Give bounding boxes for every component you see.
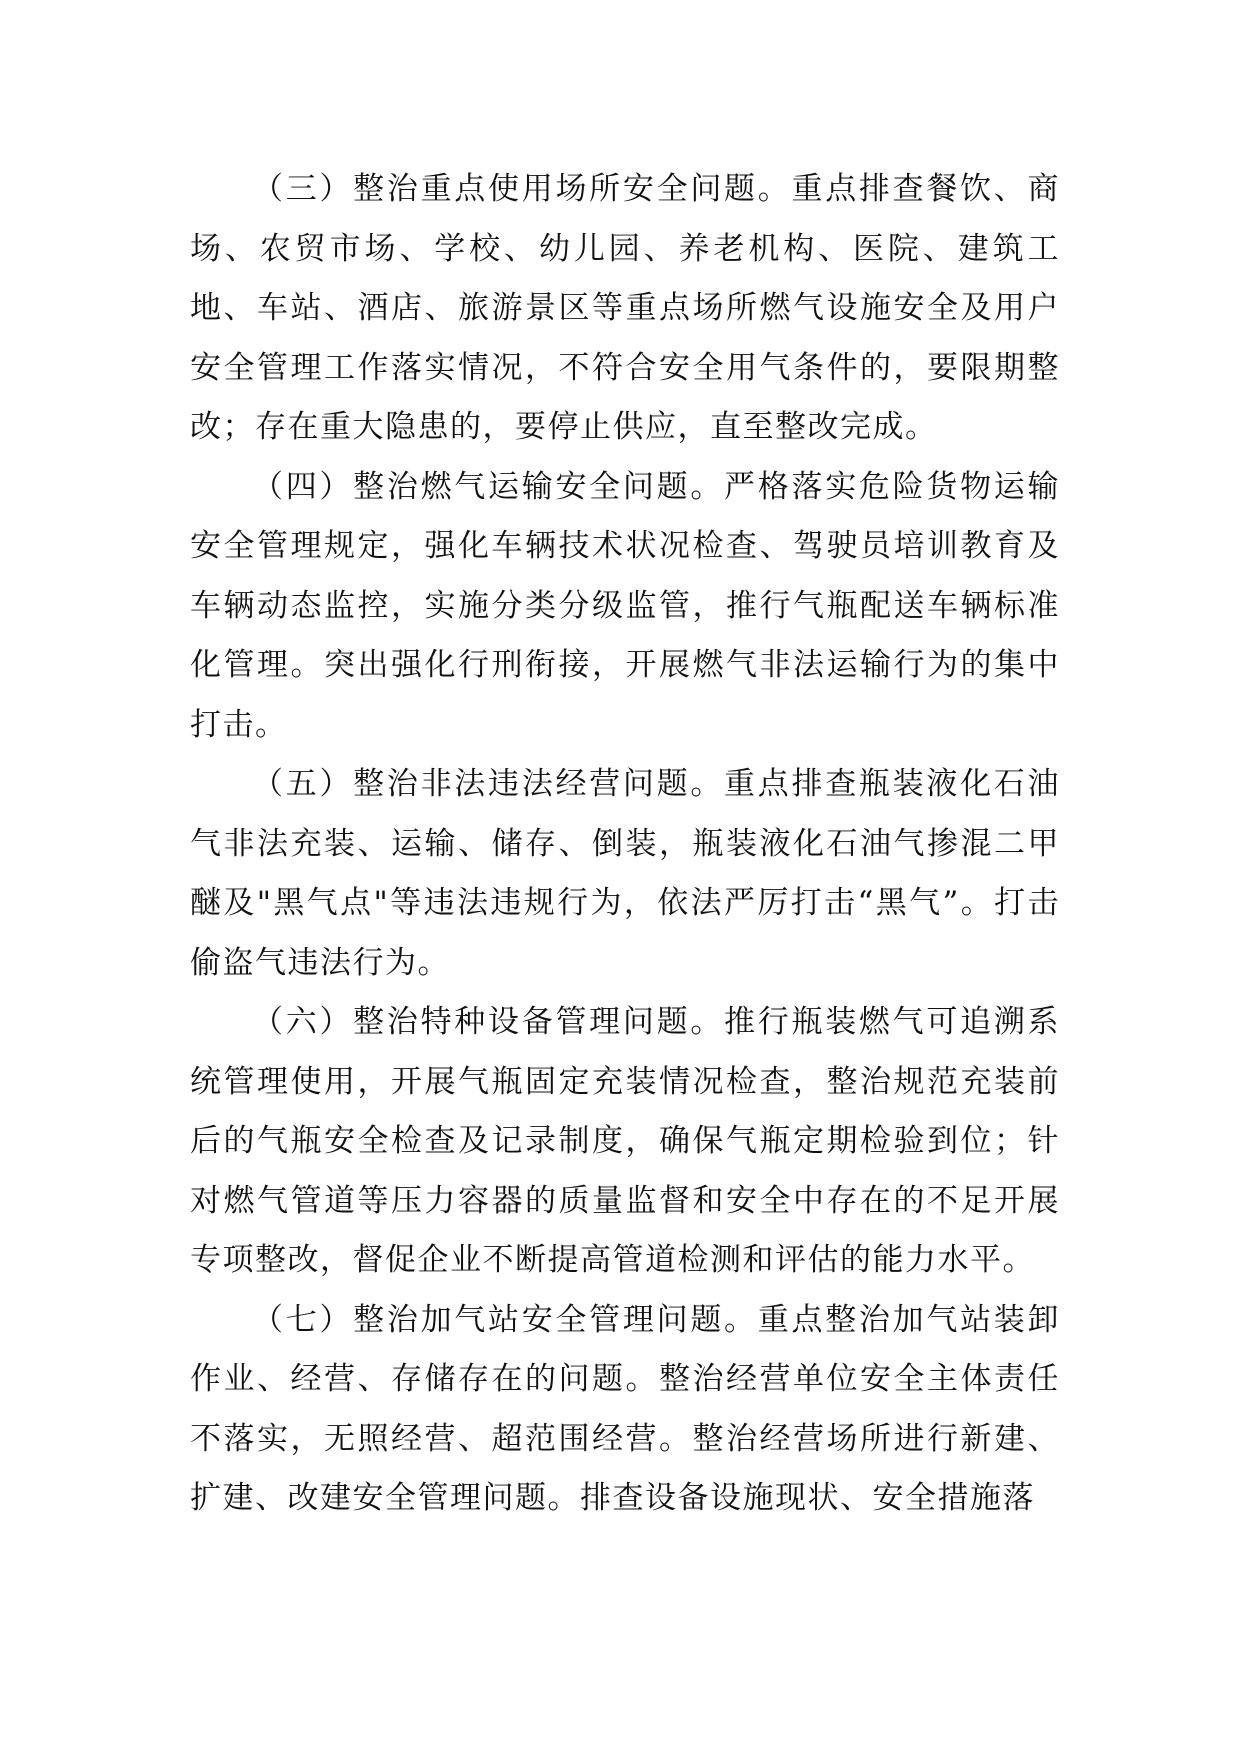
paragraph-3: （三）整治重点使用场所安全问题。重点排查餐饮、商场、农贸市场、学校、幼儿园、养老机构、医院、建筑工地、车站、酒店、旅游景区等重点场所燃气设施安全及用户安全管理工作落实情况，不符合安全用气条件的，要限期整改；存在重大隐患的，要停止供应，直至整改完成。 [190, 171, 1060, 445]
document-body [190, 160, 1060, 1529]
paragraph-6: （六）整治特种设备管理问题。推行瓶装燃气可追溯系统管理使用，开展气瓶固定充装情况检查，整治规范充装前后的气瓶安全检查及记录制度，确保气瓶定期检验到位；针对燃气管道等压力容器的质量监督和安全中存在的不足开展专项整改，督促企业不断提高管道检测和评估的能力水平。 [190, 1004, 1060, 1278]
paragraph-7: （七）整治加气站安全管理问题。重点整治加气站装卸作业、经营、存储存在的问题。整治经营单位安全主体责任不落实，无照经营、超范围经营。整治经营场所进行新建、扩建、改建安全管理问题。排查设备设施现状、安全措施落 [190, 1301, 1060, 1516]
paragraph-5: （五）整治非法违法经营问题。重点排查瓶装液化石油气非法充装、运输、储存、倒装，瓶装液化石油气掺混二甲醚及"黑气点"等违法违规行为，依法严厉打击“黑气”。打击偷盗气违法行为。 [190, 766, 1060, 981]
paragraph-4: （四）整治燃气运输安全问题。严格落实危险货物运输安全管理规定，强化车辆技术状况检查、驾驶员培训教育及车辆动态监控，实施分类分级监管，推行气瓶配送车辆标准化管理。突出强化行刑衔接，开展燃气非法运输行为的集中打击。 [190, 468, 1060, 743]
